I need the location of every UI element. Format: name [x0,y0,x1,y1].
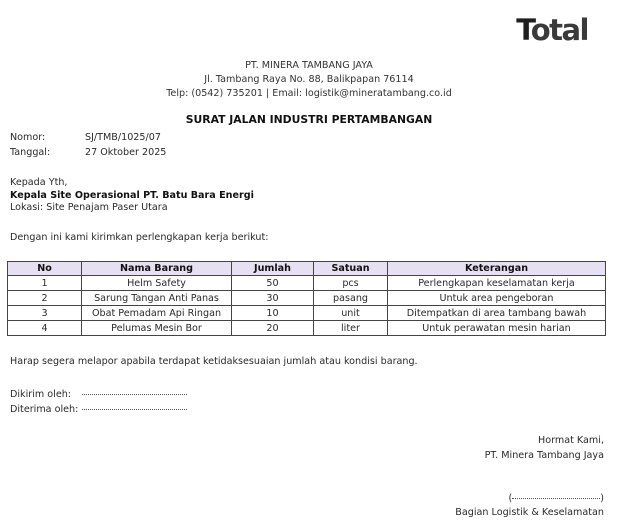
cell-nama-barang: Helm Safety [82,276,232,291]
logo-initial: T [516,13,531,47]
signature-close: ) [600,493,604,504]
header-jumlah: Jumlah [232,262,314,276]
cell-jumlah: 20 [232,321,314,336]
cell-no: 3 [8,306,82,321]
signature-department: Bagian Logistik & Keselamatan [455,507,604,518]
company-address: Jl. Tambang Raya No. 88, Balikpapan 76114 [204,74,414,85]
header-satuan: Satuan [314,262,388,276]
cell-keterangan: Untuk area pengeboran [388,291,606,306]
header-no: No [8,262,82,276]
cell-no: 1 [8,276,82,291]
cell-keterangan: Untuk perawatan mesin harian [388,321,606,336]
cell-keterangan: Perlengkapan keselamatan kerja [388,276,606,291]
signature-open: ( [508,493,513,504]
cell-satuan: liter [314,321,388,336]
cell-nama-barang: Pelumas Mesin Bor [82,321,232,336]
table-row [8,291,606,306]
signature-block [455,492,604,520]
recipient-block [10,177,254,215]
recipient-name: Kepala Site Operasional PT. Batu Bara Energi [10,189,254,201]
signature-dots [512,497,600,499]
recipient-greeting: Kepada Yth, [10,177,68,188]
tanggal-value: 27 Oktober 2025 [85,146,167,158]
sent-by-label: Dikirim oleh: [10,389,72,400]
nomor-row [10,131,166,146]
signature-line [455,492,604,506]
cell-jumlah: 10 [232,306,314,321]
items-table [7,261,606,336]
recipient-location: Lokasi: Site Penajam Paser Utara [10,202,168,213]
table-row [8,276,606,291]
tanggal-label: Tanggal: [10,146,51,158]
cell-jumlah: 30 [232,291,314,306]
cell-satuan: unit [314,306,388,321]
discrepancy-note: Harap segera melapor apabila terdapat ketidaksesuaian jumlah atau kondisi barang. [10,356,418,367]
logo-rest: otal [530,13,588,47]
tanggal-row [10,146,166,161]
cell-satuan: pcs [314,276,388,291]
received-by-label: Diterima oleh: [10,404,79,415]
company-header [0,59,618,101]
table-row [8,306,606,321]
cell-no: 2 [8,291,82,306]
nomor-value: SJ/TMB/1025/07 [85,132,161,143]
closing-company: PT. Minera Tambang Jaya [484,449,604,461]
nomor-label: Nomor: [10,132,46,143]
closing-greeting: Hormat Kami, [538,435,604,446]
company-logo [516,13,588,47]
document-title: SURAT JALAN INDUSTRI PERTAMBANGAN [185,113,433,126]
company-name: PT. MINERA TAMBANG JAYA [245,60,373,71]
cell-satuan: pasang [314,291,388,306]
received-by-line [82,408,187,410]
table-header-row [8,262,606,276]
sent-by-row [10,388,187,402]
cell-nama-barang: Obat Pemadam Api Ringan [82,306,232,321]
header-nama-barang: Nama Barang [82,262,232,276]
cell-jumlah: 50 [232,276,314,291]
company-contact: Telp: (0542) 735201 | Email: logistik@mineratambang.co.id [166,88,452,99]
intro-text: Dengan ini kami kirimkan perlengkapan kerja berikut: [10,232,269,243]
header-keterangan: Keterangan [388,262,606,276]
cell-no: 4 [8,321,82,336]
closing-block [485,434,604,463]
sent-by-line [82,393,187,395]
cell-nama-barang: Sarung Tangan Anti Panas [82,291,232,306]
received-by-row [10,403,187,417]
cell-keterangan: Ditempatkan di area tambang bawah [388,306,606,321]
document-meta [10,131,166,160]
table-row [8,321,606,336]
